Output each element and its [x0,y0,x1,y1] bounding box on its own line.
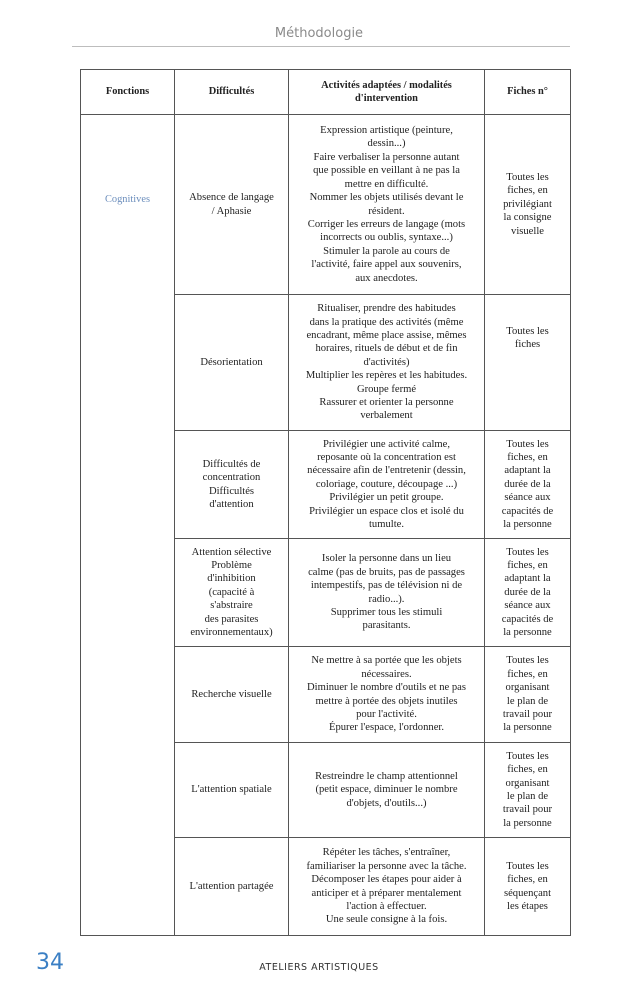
activity-line: Décomposer les étapes pour aider à [311,874,462,886]
fiches-line: durée de la [504,478,551,490]
difficulty-line: d'inhibition [207,573,256,585]
activity-line: d'objets, d'outils...) [346,797,427,809]
fiches-line: la personne [503,519,552,531]
difficulty-line: Absence de langage [189,192,274,204]
difficulty-line: Désorientation [200,356,263,368]
activities-cell [289,295,485,431]
activity-line: l'action à effectuer. [346,900,427,912]
fiches-line: le plan de [506,791,549,802]
activity-line: radio...). [368,593,405,605]
function-cell: Cognitives [81,115,175,936]
difficulty-cell [175,295,289,431]
fiches-line: travail pour [502,708,553,720]
activity-line: Multiplier les repères et les habitudes. [305,370,468,382]
fiches-line: Toutes les [506,171,549,183]
activity-line: Épurer l'espace, l'ordonner. [328,722,444,734]
fiches-line: fiches, en [507,668,548,680]
activity-line: intempestifs, pas de télévision ni de [310,580,463,592]
fiches-line: adaptant la [504,573,551,585]
activity-line: Expression artistique (peinture, [320,125,453,137]
fiches-line: séance aux [504,600,551,612]
activity-line: nécessaires. [361,668,412,680]
activity-line: résident. [368,205,405,217]
difficulty-line: Difficultés [208,485,255,497]
fiches-line: fiches, en [507,874,548,886]
activities-cell [289,539,485,647]
fiches-cell [485,539,571,647]
fiches-line: séquençant [503,887,552,899]
activity-line: coloriage, couture, découpage ...) [315,478,458,490]
activity-line: nécessaire afin de l'entretenir (dessin, [307,465,466,477]
fiches-line: capacités de [501,613,554,625]
fiches-line: la consigne [503,212,552,224]
fiches-cell [485,295,571,431]
activity-line: Ne mettre à sa portée que les objets [311,655,462,667]
activity-line: Privilégier un petit groupe. [329,492,444,504]
fiches-line: Toutes les [506,438,549,450]
activity-line: parasitants. [362,620,411,632]
activities-cell [289,431,485,539]
fiches-cell [485,115,571,295]
column-header-fiches: Fiches n° [485,70,571,115]
fiches-line: fiches, en [507,764,548,776]
fiches-line: visuelle [511,225,544,237]
fiches-line: privilégiant [503,198,552,210]
difficulty-cell [175,838,289,936]
activity-line: Faire verbaliser la personne autant [313,151,460,163]
fiches-cell [485,431,571,539]
activity-line: Rassurer et orienter la personne [319,397,454,409]
fiches-line: Toutes les [506,326,549,337]
activity-line: Une seule consigne à la fois. [325,914,448,926]
table-header-row [81,70,571,115]
column-header-fonctions: Fonctions [81,70,175,115]
activity-line: encadrant, même place assise, mêmes [306,329,467,341]
activity-line: mettre à portée des objets inutiles [315,695,458,707]
activity-line: familiariser la personne avec la tâche. [306,860,467,872]
activities-cell [289,115,485,295]
difficulty-line: (capacité à [208,586,255,598]
difficulty-cell [175,539,289,647]
activity-line: Répéter les tâches, s'entraîner, [322,847,451,859]
activity-line: mettre en difficulté. [344,178,429,190]
fiches-line: fiches, en [507,185,548,197]
difficulty-line: s'abstraire [210,600,253,612]
footer-title: ATELIERS ARTISTIQUES [259,962,379,973]
activity-line: Ritualiser, prendre des habitudes [317,303,456,315]
activity-line: que possible en veillant à ne pas la [313,165,460,177]
activity-line: dans la pratique des activités (même [309,316,464,328]
difficulty-cell [175,115,289,295]
activity-line: verbalement [360,410,413,422]
activity-line: calme (pas de bruits, pas de passages [308,566,465,578]
activity-line: Privilégier un espace clos et isolé du [309,505,464,517]
difficulty-line: Recherche visuelle [191,688,272,700]
activity-line: pour l'activité. [356,708,417,720]
fiches-line: durée de la [504,586,551,598]
activity-line: Privilégier une activité calme, [322,438,451,450]
fiches-cell [485,838,571,936]
activity-line: (petit espace, diminuer le nombre [315,784,458,796]
activity-line: Diminuer le nombre d'outils et ne pas [306,682,466,694]
column-header-activites: Activités adaptées / modalités d'intervention [289,70,485,115]
activities-cell [289,647,485,743]
difficulty-line: Attention sélective [191,546,272,558]
difficulty-line: d'attention [209,498,254,510]
fiches-line: les étapes [507,900,548,912]
difficulty-line: / Aphasie [211,205,252,217]
fiches-line: fiches [514,339,541,351]
fiches-line: le plan de [506,695,549,707]
activity-line: Supprimer tous les stimuli [330,606,443,618]
difficulty-cell [175,431,289,539]
fiches-line: Toutes les [506,860,549,872]
fiches-line: capacités de [501,505,554,517]
activities-cell [289,838,485,936]
activity-line: l'activité, faire appel aux souvenirs, [311,259,462,271]
fiches-line: la personne [503,817,552,829]
fiches-line: organisant [505,777,550,789]
fiches-line: fiches, en [507,559,548,571]
fiches-line: séance aux [504,492,551,504]
running-head: Méthodologie [274,26,364,41]
difficulty-cell [175,647,289,743]
fiches-line: la personne [503,627,552,639]
activity-line: aux anecdotes. [355,272,418,284]
difficulty-line: L'attention partagée [189,880,274,892]
fiches-line: adaptant la [504,465,551,477]
activity-line: tumulte. [368,519,404,531]
activities-cell [289,743,485,838]
activity-line: dessin...) [367,138,406,150]
page-number: 34 [36,950,64,975]
activity-line: Nommer les objets utilisés devant le [309,192,464,204]
difficulty-line: des parasites [204,613,259,625]
activity-line: d'activités) [363,356,410,368]
fiches-line: Toutes les [506,546,549,558]
fiches-line: organisant [505,682,550,694]
fiches-cell [485,647,571,743]
activity-line: horaires, rituels de début et de fin [315,343,458,355]
activity-line: incorrects ou oublis, syntaxe...) [320,232,453,244]
methodology-table [80,69,571,936]
activity-line: Stimuler la parole au cours de [323,245,450,257]
activity-line: anticiper et à préparer mentalement [311,887,462,899]
activity-line: Restreindre le champ attentionnel [315,770,458,782]
fiches-line: la personne [503,722,552,734]
header-rule [72,46,570,47]
activity-line: reposante où la concentration est [317,451,456,463]
fiches-cell [485,743,571,838]
activity-line: Isoler la personne dans un lieu [321,553,452,565]
activity-line: Groupe fermé [356,383,417,395]
fiches-line: Toutes les [506,750,549,762]
activity-line: Corriger les erreurs de langage (mots [307,218,466,230]
fiches-line: travail pour [502,804,553,816]
difficulty-line: Difficultés de [202,458,261,470]
difficulty-line: environnementaux) [190,627,273,639]
table-row [81,115,571,295]
difficulty-line: Problème [211,559,252,571]
column-header-difficultes: Difficultés [175,70,289,115]
difficulty-line: concentration [202,472,261,484]
fiches-line: Toutes les [506,655,549,667]
difficulty-cell [175,743,289,838]
fiches-line: fiches, en [507,451,548,463]
difficulty-line: L'attention spatiale [191,784,272,796]
